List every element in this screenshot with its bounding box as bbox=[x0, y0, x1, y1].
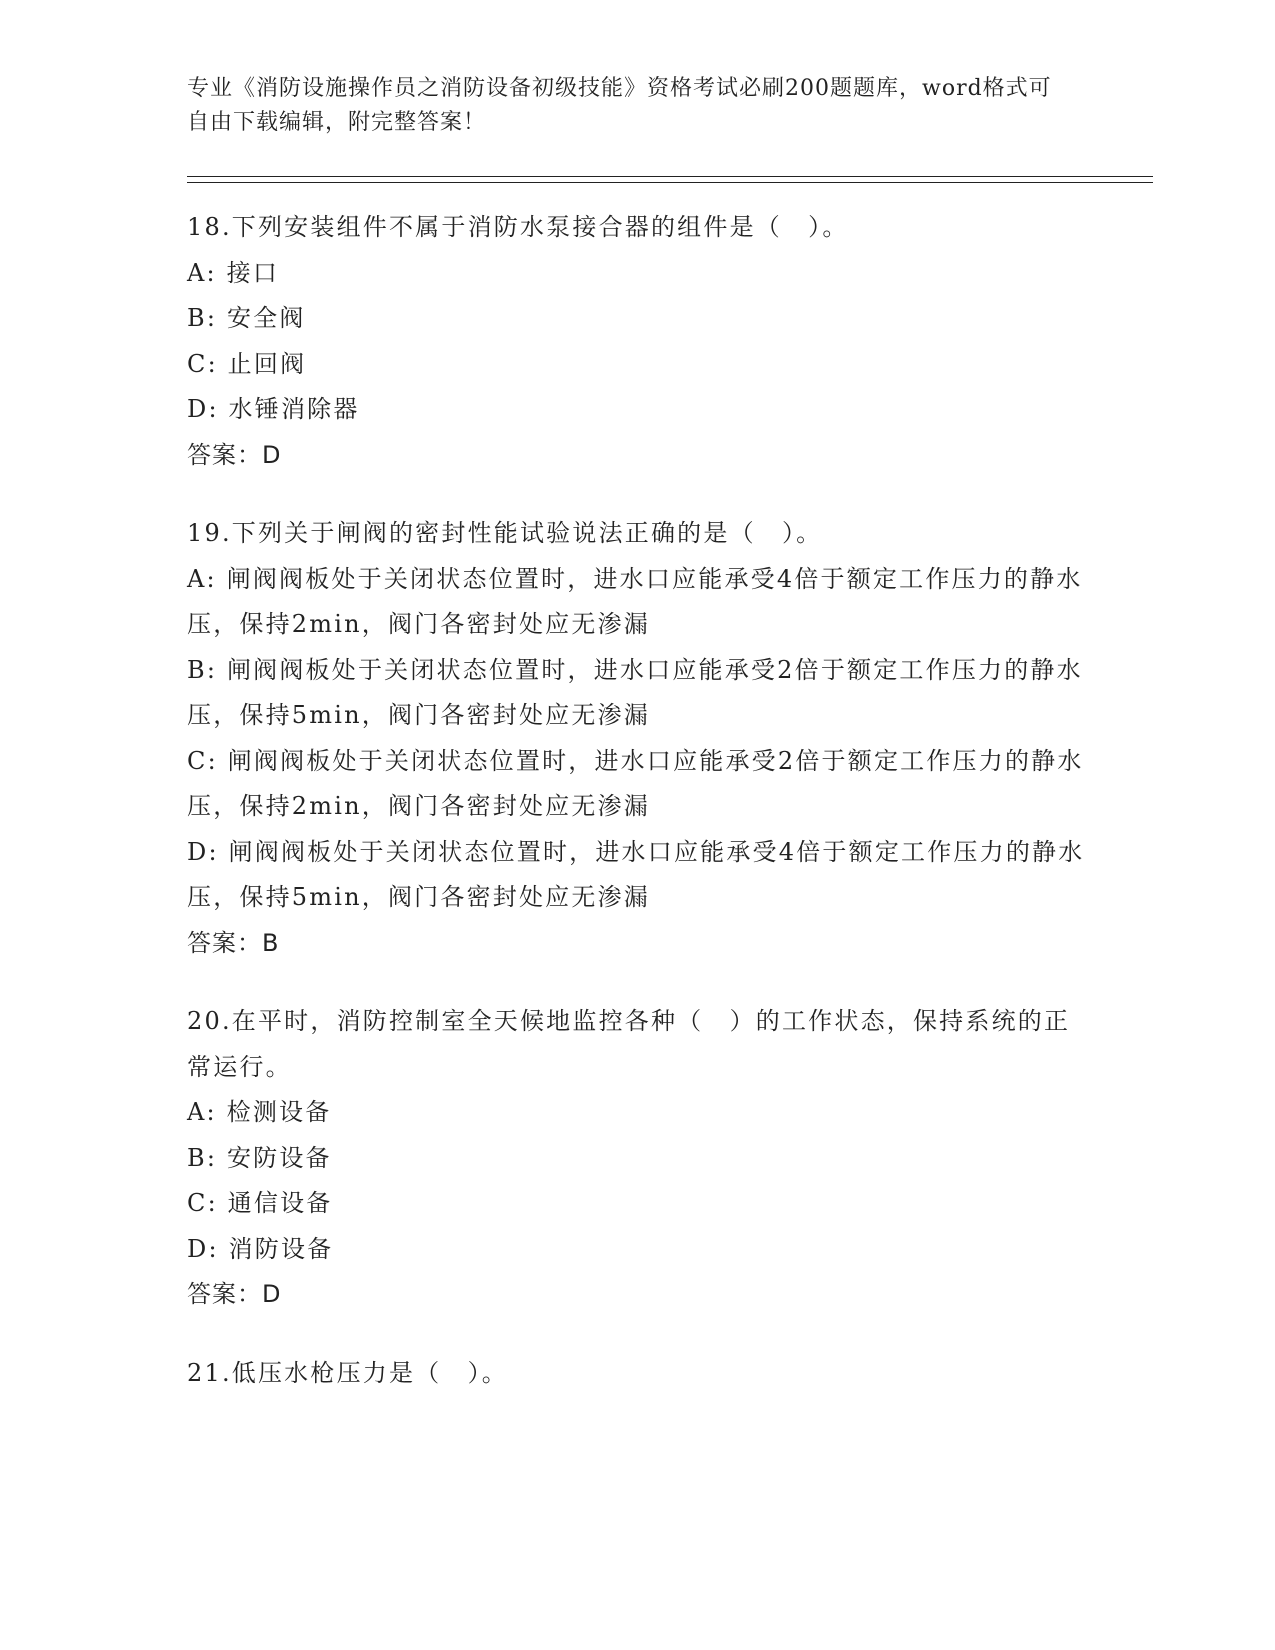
option-d: D: 水锤消除器 bbox=[187, 395, 360, 423]
question-stem: 18.下列安装组件不属于消防水泵接合器的组件是（ ）。 bbox=[187, 213, 849, 241]
question-stem: 21.低压水枪压力是（ ）。 bbox=[187, 1358, 508, 1387]
question-stem: 19.下列关于闸阀的密封性能试验说法正确的是（ ）。 bbox=[187, 519, 823, 547]
header-divider bbox=[187, 176, 1153, 183]
option-b: B: 安全阀 bbox=[187, 304, 306, 332]
question-18 bbox=[187, 205, 1087, 478]
question-19 bbox=[187, 511, 1087, 966]
option-c: C: 通信设备 bbox=[187, 1189, 333, 1217]
option-d: D: 闸阀阀板处于关闭状态位置时，进水口应能承受4倍于额定工作压力的静水压，保持5min，阀门各密封处应无渗漏 bbox=[187, 837, 1085, 911]
option-a: A: 检测设备 bbox=[187, 1098, 332, 1126]
question-list bbox=[187, 205, 1087, 1429]
option-d: D: 消防设备 bbox=[187, 1234, 334, 1263]
option-c: C: 止回阀 bbox=[187, 349, 307, 378]
option-b: B: 安防设备 bbox=[187, 1143, 332, 1172]
option-a: A: 接口 bbox=[187, 258, 280, 287]
page-header: 专业《消防设施操作员之消防设备初级技能》资格考试必刷200题题库，word格式可自由下载编辑，附完整答案！ bbox=[187, 76, 1052, 135]
answer: 答案：B bbox=[187, 928, 280, 957]
question-stem: 20.在平时，消防控制室全天候地监控各种（ ）的工作状态，保持系统的正常运行。 bbox=[187, 1007, 1071, 1081]
option-a: A: 闸阀阀板处于关闭状态位置时，进水口应能承受4倍于额定工作压力的静水压，保持2min，阀门各密封处应无渗漏 bbox=[187, 564, 1083, 638]
option-b: B: 闸阀阀板处于关闭状态位置时，进水口应能承受2倍于额定工作压力的静水压，保持5min，阀门各密封处应无渗漏 bbox=[187, 655, 1083, 729]
answer: 答案：D bbox=[187, 1280, 282, 1308]
question-21 bbox=[187, 1351, 1087, 1397]
option-c: C: 闸阀阀板处于关闭状态位置时，进水口应能承受2倍于额定工作压力的静水压，保持2min，阀门各密封处应无渗漏 bbox=[187, 746, 1084, 820]
answer: 答案：D bbox=[187, 440, 282, 469]
question-20 bbox=[187, 999, 1087, 1318]
